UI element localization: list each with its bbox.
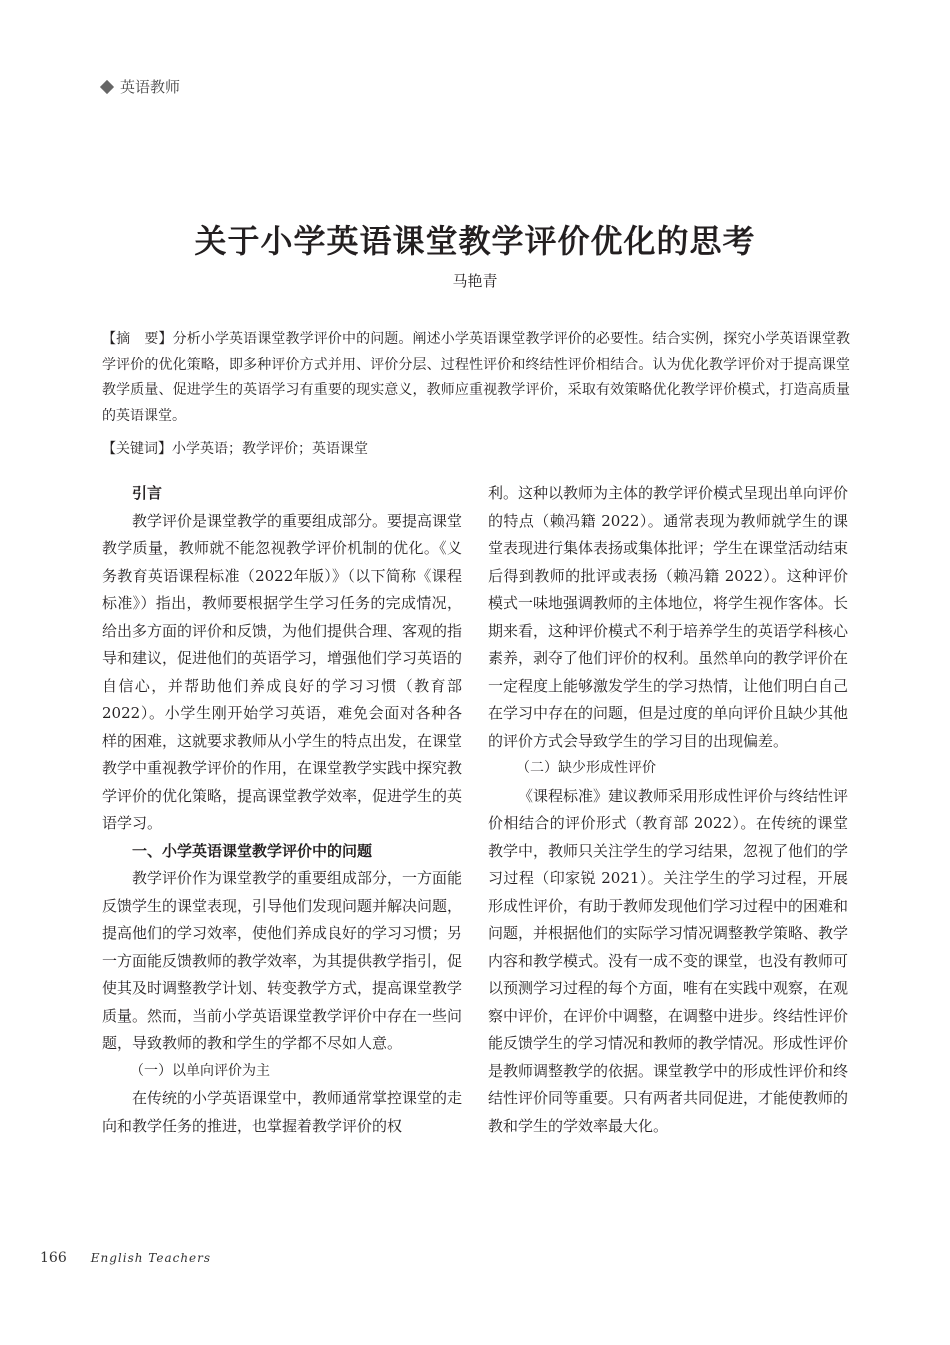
left-column	[102, 480, 462, 1140]
paragraph: 在传统的小学英语课堂中，教师通常掌控课堂的走向和教学任务的推进，也掌握着教学评价的权	[102, 1089, 463, 1135]
abstract-text: 分析小学英语课堂教学评价中的问题。阐述小学英语课堂教学评价的必要性。结合实例，探究小学英语课堂教学评价的优化策略，即多种评价方式并用、评价分层、过程性评价和终结性评价相结合。认为优化教学评价对于提高课堂教学质量、促进学生的英语学习有重要的现实意义，教师应重视教学评价，采取有效策略优化教学评价模式，打造高质量的英语课堂。	[102, 331, 850, 424]
heading-section-1: 一、小学英语课堂教学评价中的问题	[132, 841, 373, 860]
keywords-label: 【关键词】	[102, 441, 172, 457]
section-label: 英语教师	[120, 78, 181, 96]
abstract	[102, 327, 850, 429]
right-column	[488, 480, 848, 1140]
paragraph-continued: 利。这种以教师为主体的教学评价模式呈现出单向评价的特点（赖冯籍 2022）。通常表现为教师就学生的课堂表现进行集体表扬或集体批评；学生在课堂活动结束后得到教师的批评或表扬（赖冯籍 2022）。这种评价模式一味地强调教师的主体地位，将学生视作客体。长期来看，这种评价模式不利于培养学生的英语学科核心素养，剥夺了他们评价的权利。虽然单向的教学评价在一定程度上能够激发学生的学习热情，让他们明白自己在学习中存在的问题，但是过度的单向评价且缺少其他的评价方式会导致学生的学习目的出现偏差。	[488, 484, 849, 750]
heading-intro: 引言	[132, 484, 163, 502]
keywords-text: 小学英语；教学评价；英语课堂	[172, 441, 368, 457]
page-number: 166	[40, 1250, 67, 1266]
article-title: 关于小学英语课堂教学评价优化的思考	[194, 222, 756, 260]
abstract-label: 【摘 要】	[102, 331, 173, 347]
paragraph: 《课程标准》建议教师采用形成性评价与终结性评价相结合的评价形式（教育部 2022）。在传统的课堂教学中，教师只关注学生的学习结果，忽视了他们的学习过程（印家锐 2021）。关注学生的学习过程，开展形成性评价，有助于教师发现他们学习过程中的困难和问题，并根据他们的实际学习情况调整教学策略、教学内容和教学模式。没有一成不变的课堂，也没有教师可以预测学习过程的每个方面，唯有在实践中观察，在观察中评价，在评价中调整，在调整中进步。终结性评价能反馈学生的学习情况和教师的教学情况。形成性评价是教师调整教学的依据。课堂教学中的形成性评价和终结性评价同等重要。只有两者共同促进，才能使教师的教和学生的学效率最大化。	[488, 786, 849, 1135]
subheading-1: （一）以单向评价为主	[130, 1062, 270, 1079]
page-footer	[40, 1250, 211, 1266]
subheading-2: （二）缺少形成性评价	[516, 760, 656, 776]
journal-name: English Teachers	[90, 1251, 212, 1265]
keywords	[102, 438, 850, 458]
diamond-icon	[100, 79, 114, 93]
journal-header	[102, 76, 180, 97]
paragraph: 教学评价是课堂教学的重要组成部分。要提高课堂教学质量，教师就不能忽视教学评价机制的优化。《义务教育英语课程标准（2022年版）》（以下简称《课程标准》）指出，教师要根据学生学习任务的完成情况，给出多方面的评价和反馈，为他们提供合理、客观的指导和建议，促进他们的英语学习，增强他们学习英语的自信心，并帮助他们养成良好的学习习惯（教育部 2022）。小学生刚开始学习英语，难免会面对各种各样的困难，这就要求教师从小学生的特点出发，在课堂教学中重视教学评价的作用，在课堂教学实践中探究教学评价的优化策略，提高课堂教学效率，促进学生的英语学习。	[102, 511, 463, 832]
paragraph: 教学评价作为课堂教学的重要组成部分，一方面能反馈学生的课堂表现，引导他们发现问题并解决问题，提高他们的学习效率，使他们养成良好的学习习惯；另一方面能反馈教师的教学效率，为其提供教学指引，促使其及时调整教学计划、转变教学方式，提高课堂教学质量。然而，当前小学英语课堂教学评价中存在一些问题，导致教师的教和学生的学都不尽如人意。	[102, 869, 463, 1052]
author: 马艳青	[452, 272, 498, 290]
